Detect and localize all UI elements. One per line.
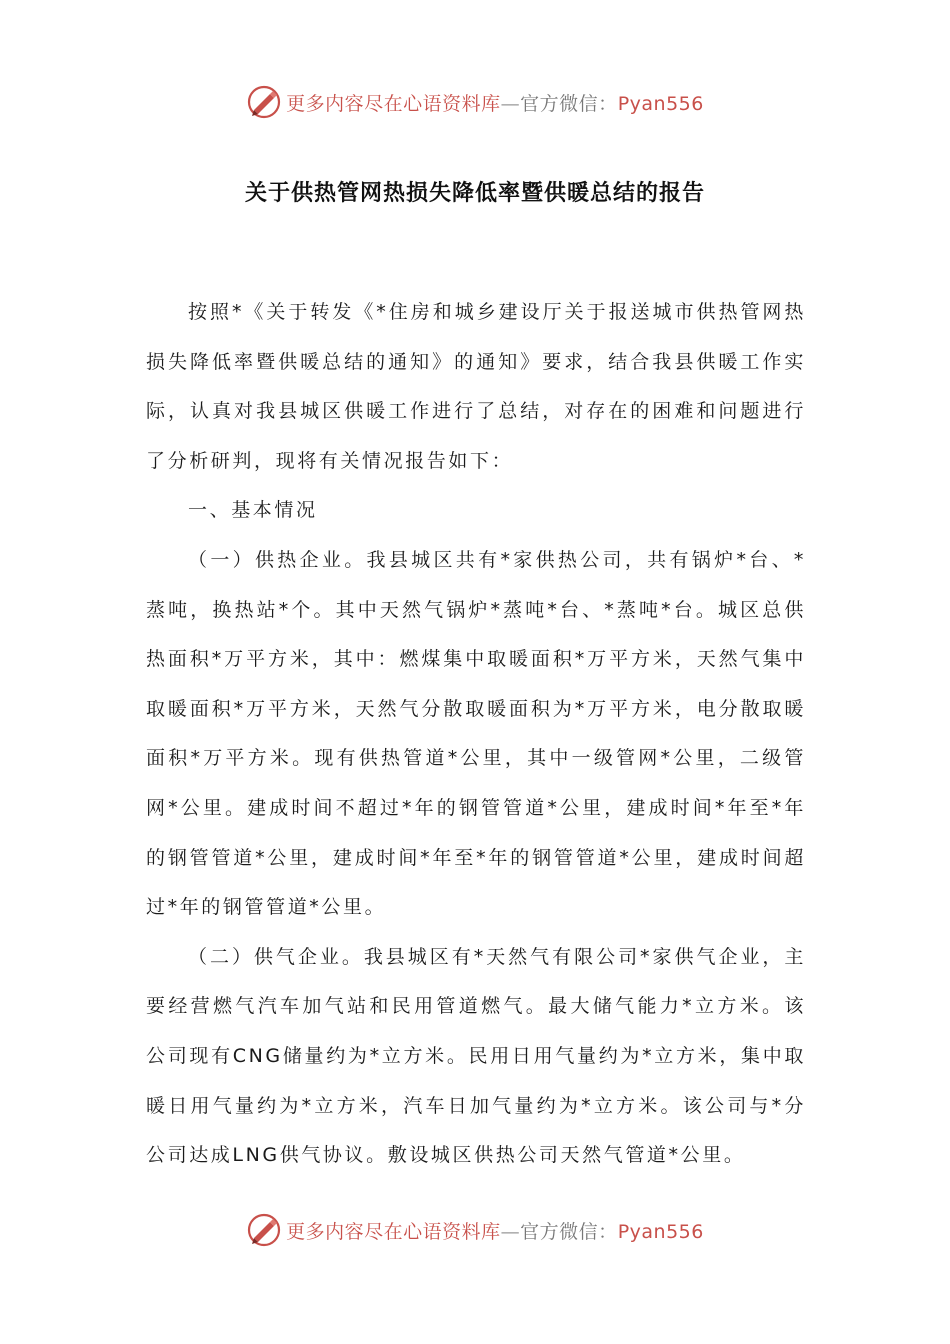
intro-paragraph: 按照*《关于转发《*住房和城乡建设厅关于报送城市供热管网热损失降低率暨供暖总结的通知》的通知》要求，结合我县供暖工作实际，认真对我县城区供暖工作进行了总结，对存在的困难和问题进行了分析研判，现将有关情况报告如下： [146,301,806,472]
watermark-brand: 更多内容尽在心语资料库 [286,1220,501,1243]
watermark-text [286,89,704,116]
pen-logo-icon [246,84,282,120]
watermark-banner-bottom [0,1210,950,1250]
watermark-text [286,1217,704,1244]
watermark-dash: — [500,1220,521,1243]
section-heading-basic-situation: 一、基本情况 [188,499,318,522]
watermark-label: 官方微信： [520,92,618,115]
watermark-brand: 更多内容尽在心语资料库 [286,92,501,115]
document-body [146,288,806,1181]
watermark-id: Pyan556 [617,92,704,115]
watermark-label: 官方微信： [520,1220,618,1243]
paragraph-heating-enterprises: （一）供热企业。我县城区共有*家供热公司，共有锅炉*台、*蒸吨，换热站*个。其中天然气锅炉*蒸吨*台、*蒸吨*台。城区总供热面积*万平方米，其中：燃煤集中取暖面积*万平方米，天然气集中取暖面积*万平方米，天然气分散取暖面积为*万平方米，电分散取暖面积*万平方米。现有供热管道*公里，其中一级管网*公里，二级管网*公里。建成时间不超过*年的钢管管道*公里，建成时间*年至*年的钢管管道*公里，建成时间*年至*年的钢管管道*公里，建成时间超过*年的钢管管道*公里。 [146,548,806,919]
paragraph-gas-enterprises: （二）供气企业。我县城区有*天然气有限公司*家供气企业，主要经营燃气汽车加气站和民用管道燃气。最大储气能力*立方米。该公司现有CNG储量约为*立方米。民用日用气量约为*立方米，集中取暖日用气量约为*立方米，汽车日加气量约为*立方米。该公司与*分公司达成LNG供气协议。敷设城区供热公司天然气管道*公里。 [146,945,806,1167]
document-title: 关于供热管网热损失降低率暨供暖总结的报告 [244,181,705,206]
watermark-id: Pyan556 [617,1220,704,1243]
pen-logo-icon [246,1212,282,1248]
watermark-dash: — [500,92,521,115]
watermark-banner-top [0,82,950,122]
